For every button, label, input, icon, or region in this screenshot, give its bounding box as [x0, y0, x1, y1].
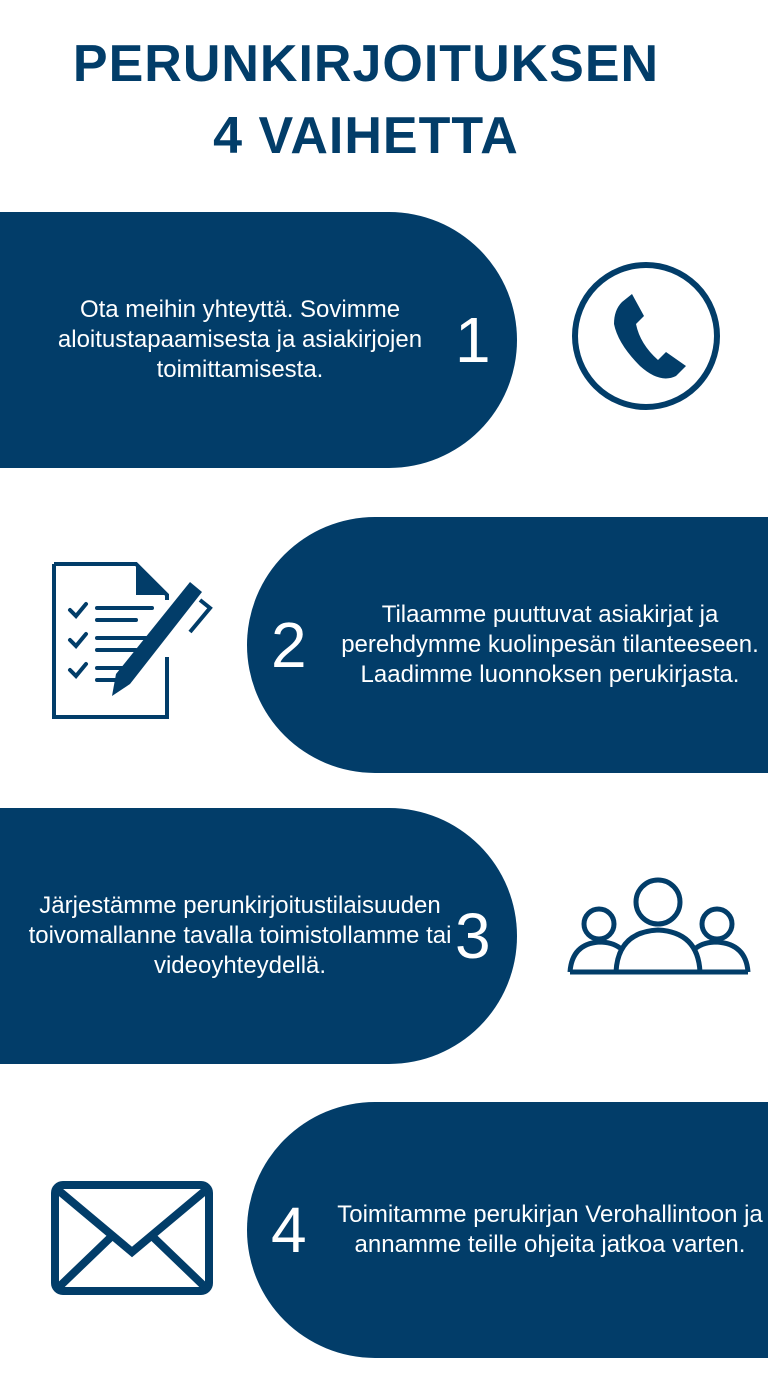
title-line-1: PERUNKIRJOITUKSEN: [72, 35, 660, 93]
title-line-2: 4 VAIHETTA: [213, 107, 519, 165]
step-2-number: 2: [271, 609, 307, 681]
page-title: [0, 28, 732, 172]
envelope-icon: [50, 1180, 214, 1296]
step-2: [247, 517, 768, 773]
step-1-text: Ota meihin yhteyttä. Sovimme aloitustapaamisesta ja asiakirjojen toimittamisesta.: [57, 296, 423, 383]
people-group-icon: [566, 876, 752, 976]
step-3-number: 3: [455, 900, 491, 972]
document-pen-icon: [50, 560, 215, 722]
phone-icon: [570, 258, 722, 414]
step-2-text: Tilaamme puuttuvat asiakirjat ja perehdymme kuolinpesän tilanteeseen. Laadimme luonnoksen perukirjasta.: [341, 601, 759, 688]
step-1: [0, 212, 517, 468]
step-4-number: 4: [271, 1194, 307, 1266]
step-3-text: Järjestämme perunkirjoitustilaisuuden toivomallanne tavalla toimistollamme tai videoyhteydellä.: [28, 892, 452, 979]
step-4: [247, 1102, 768, 1358]
step-4-text: Toimitamme perukirjan Verohallintoon ja annamme teille ohjeita jatkoa varten.: [337, 1201, 763, 1258]
step-3: [0, 808, 517, 1064]
step-1-number: 1: [455, 304, 491, 376]
